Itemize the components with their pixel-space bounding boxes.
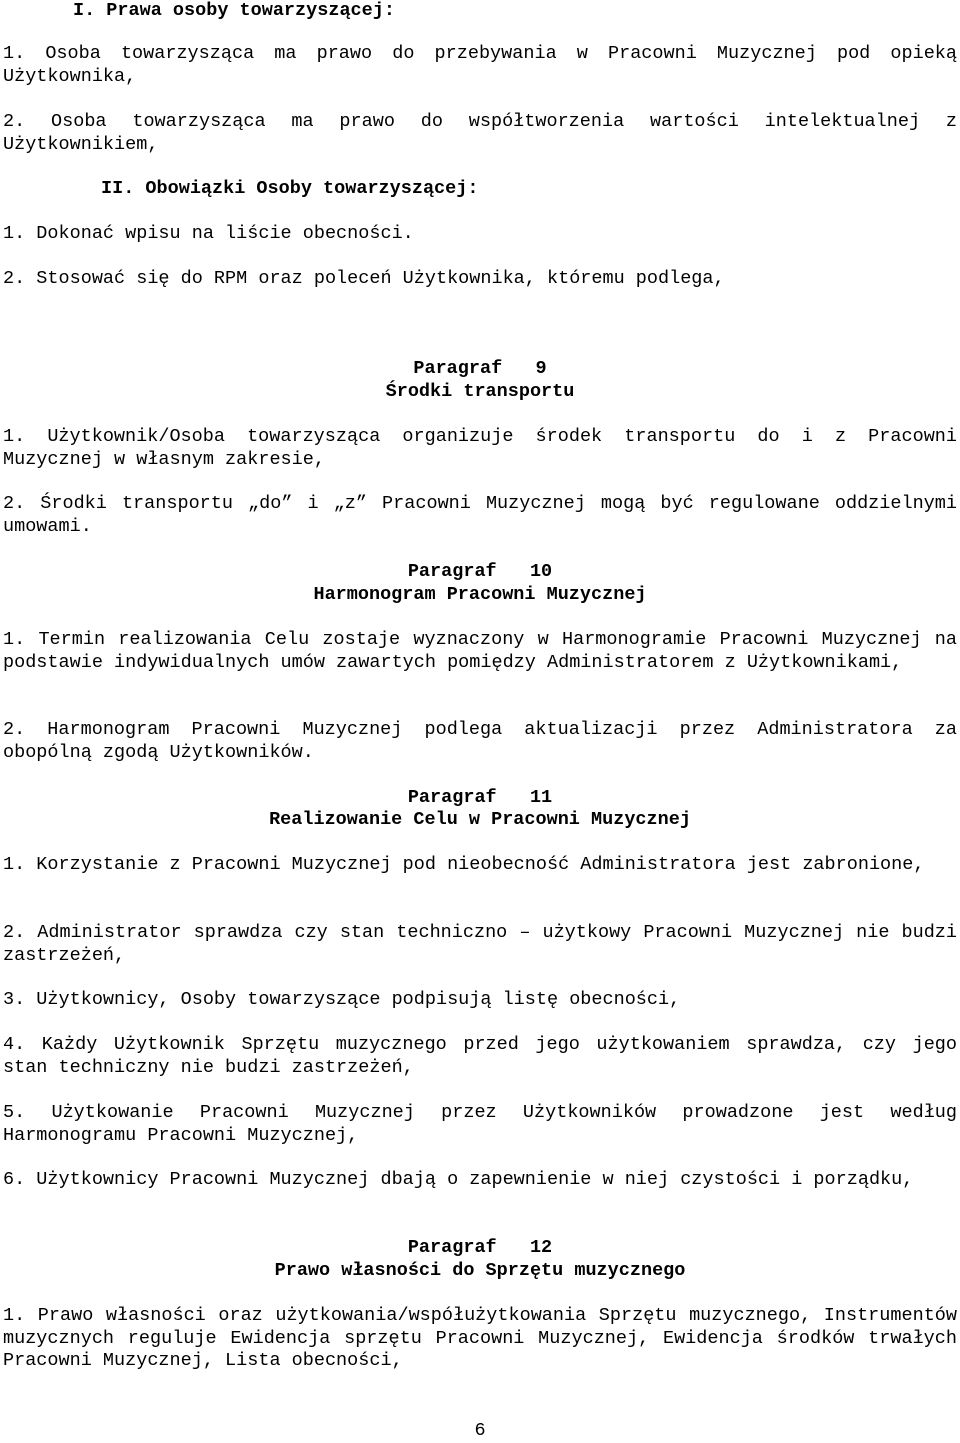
list-item: 3. Użytkownicy, Osoby towarzyszące podpisują listę obecności, [3,989,681,1010]
list-item: 1. Korzystanie z Pracowni Muzycznej pod nieobecność Administratora jest zabronione, [3,854,925,875]
paragraph-title: Środki transportu [385,381,575,402]
list-item: 1. Termin realizowania Celu zostaje wyznaczony w Harmonogramie Pracowni Muzycznej na podstawie indywidualnych umów zawartych pomiędzy Administratorem z Użytkownikami, [3,629,957,673]
page-number: 6 [474,1420,486,1441]
list-item: 2. Stosować się do RPM oraz poleceń Użytkownika, któremu podlega, [3,268,725,289]
paragraph-title: Realizowanie Celu w Pracowni Muzycznej [269,809,691,830]
paragraph-number: Paragraf 9 [413,358,547,379]
list-item: 6. Użytkownicy Pracowni Muzycznej dbają o zapewnienie w niej czystości i porządku, [3,1169,914,1190]
section-heading-obowiazki: II. Obowiązki Osoby towarzyszącej: [101,178,479,199]
list-item: 1. Użytkownik/Osoba towarzysząca organizuje środek transportu do i z Pracowni Muzycznej w własnym zakresie, [3,426,957,470]
paragraph-title: Harmonogram Pracowni Muzycznej [313,584,647,605]
list-item: 4. Każdy Użytkownik Sprzętu muzycznego przed jego użytkowaniem sprawdza, czy jego stan techniczny nie budzi zastrzeżeń, [3,1034,957,1078]
list-item: 2. Środki transportu „do” i „z” Pracowni Muzycznej mogą być regulowane oddzielnymi umowami. [3,493,957,537]
list-item: 1. Dokonać wpisu na liście obecności. [3,223,414,244]
list-item: 2. Osoba towarzysząca ma prawo do współtworzenia wartości intelektualnej z Użytkownikiem, [3,111,957,155]
section-heading-prawa: I. Prawa osoby towarzyszącej: [73,0,395,21]
list-item: 2. Administrator sprawdza czy stan techniczno – użytkowy Pracowni Muzycznej nie budzi zastrzeżeń, [3,922,957,966]
paragraph-title: Prawo własności do Sprzętu muzycznego [274,1260,686,1281]
paragraph-number: Paragraf 12 [407,1237,553,1258]
paragraph-number: Paragraf 11 [407,787,553,808]
list-item: 5. Użytkowanie Pracowni Muzycznej przez Użytkowników prowadzone jest według Harmonogramu Pracowni Muzycznej, [3,1102,957,1146]
paragraph-number: Paragraf 10 [407,561,553,582]
list-item: 1. Osoba towarzysząca ma prawo do przebywania w Pracowni Muzycznej pod opieką Użytkownika, [3,43,957,87]
list-item: 1. Prawo własności oraz użytkowania/współużytkowania Sprzętu muzycznego, Instrumentów muzycznych reguluje Ewidencja sprzętu Pracowni Muzycznej, Ewidencja środków trwałych Pracowni Muzycznej, Lista obecności, [3,1305,957,1371]
list-item: 2. Harmonogram Pracowni Muzycznej podlega aktualizacji przez Administratora za obopólną zgodą Użytkowników. [3,719,957,763]
